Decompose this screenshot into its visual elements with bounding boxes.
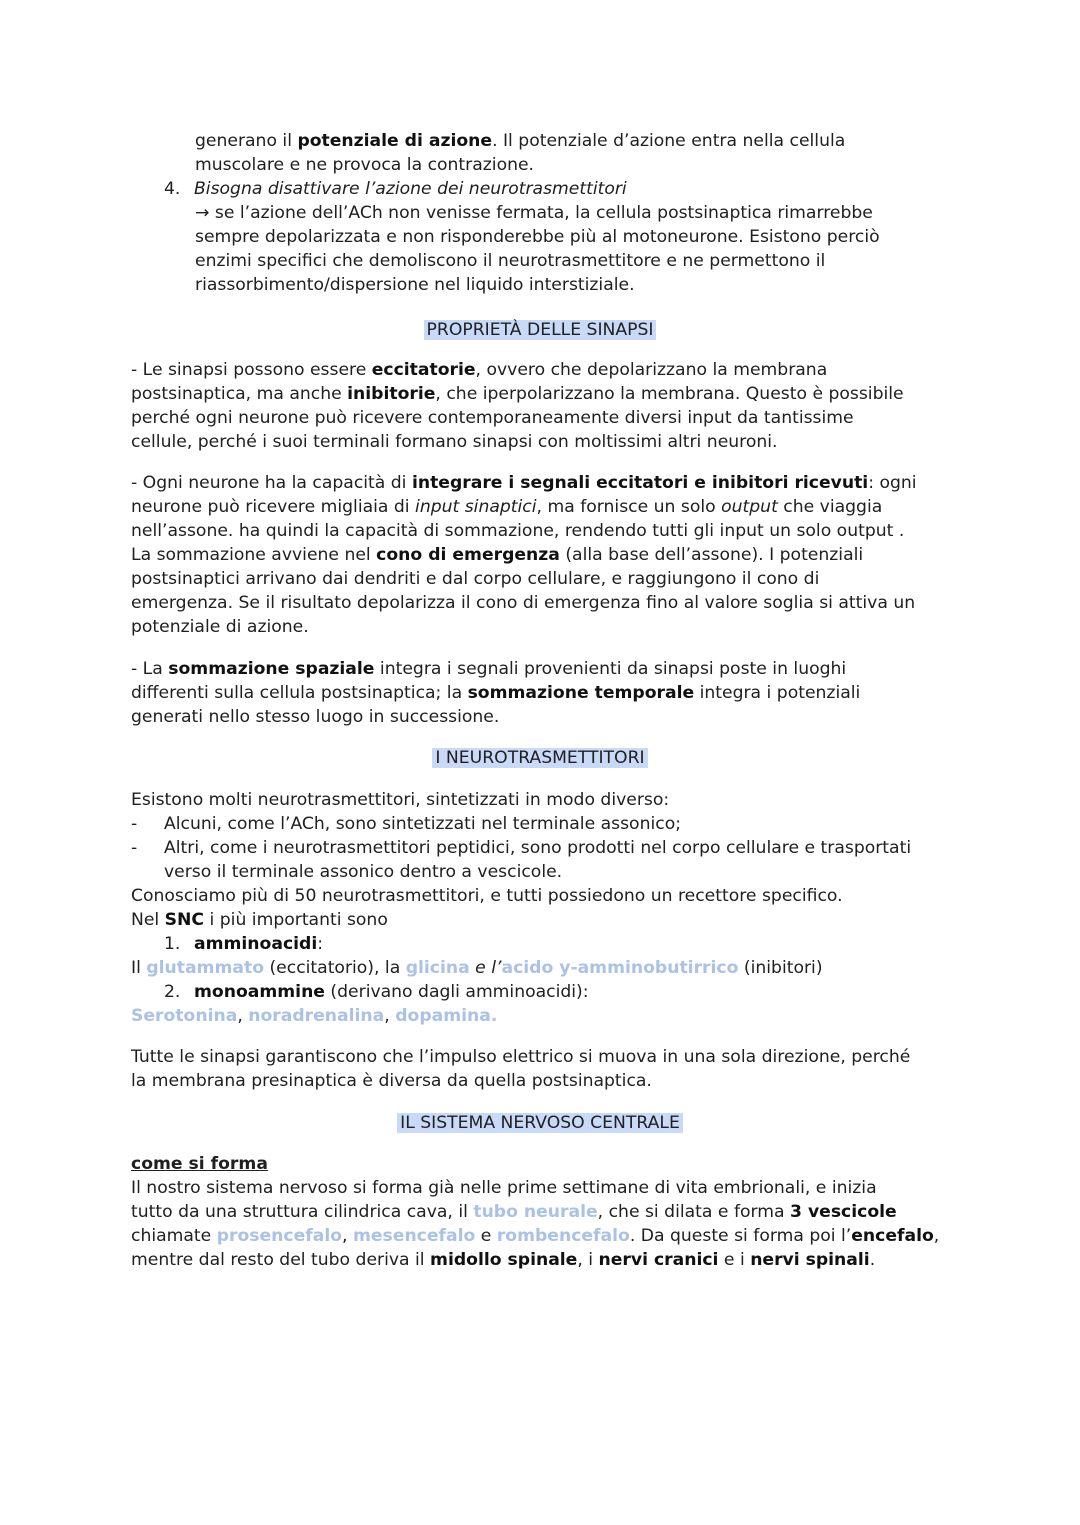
paragraph-neurotrasmettitori: Esistono molti neurotrasmettitori, sintetizzati in modo diverso: - Alcuni, come l’ACh, sono sintetizzati nel terminale assonico; - Altri, come i neurotrasmettitori peptidici, sono prodotti nel corpo cellulare e trasportati verso il terminale assonico dentro a vescicole. Conosciamo più di 50 neurotrasmettitori, e tutti possiedono un recettore specifico. Nel SNC i più importanti sono 1. amminoacidi: Il glutammato (eccitatorio), la glicina e l’acido y-amminobutirrico (inibitori) 2. monoammine (derivano dagli amminoacidi): Serotonina, noradrenalina, dopamina. [131, 788, 961, 1028]
section-heading-neurotrasmettitori: I NEUROTRASMETTITORI [0, 746, 1080, 770]
section-heading-snc: IL SISTEMA NERVOSO CENTRALE [0, 1111, 1080, 1135]
numbered-item: 2. monoammine (derivano dagli amminoacidi): [164, 982, 589, 1002]
numbered-item: 1. amminoacidi: [164, 934, 324, 954]
list-line: riassorbimento/dispersione nel liquido interstiziale. [195, 275, 635, 295]
paragraph-sommazione: - La sommazione spaziale integra i segnali provenienti da sinapsi poste in luoghi differenti sulla cellula postsinaptica; la sommazione temporale integra i potenziali generati nello stesso luogo in successione. [131, 659, 861, 727]
list-continuation [164, 129, 964, 297]
bullet-item: - Altri, come i neurotrasmettitori peptidici, sono prodotti nel corpo cellulare e trasportati [131, 838, 912, 858]
subsection-title: come si forma [131, 1154, 268, 1174]
list-item-4: 4. Bisogna disattivare l’azione dei neurotrasmettitori [164, 179, 627, 199]
paragraph-integrazione: - Ogni neurone ha la capacità di integrare i segnali eccitatori e inibitori ricevuti: ogni neurone può ricevere migliaia di input sinaptici, ma fornisce un solo output che viaggia nell’assone. ha quindi la capacità di sommazione, rendendo tutti gli input un solo output . La sommazione avviene nel cono di emergenza (alla base dell’assone). I potenziali postsinaptici arrivano dai dendriti e dal corpo cellulare, e raggiungono il cono di emergenza. Se il risultato depolarizza il cono di emergenza fino al valore soglia si attiva un potenziale di azione. [131, 473, 917, 637]
list-line: sempre depolarizzata e non risponderebbe più al motoneurone. Esistono perciò [195, 227, 880, 247]
list-line: generano il potenziale di azione. Il potenziale d’azione entra nella cellula [195, 131, 846, 151]
section-heading-proprieta: PROPRIETÀ DELLE SINAPSI [0, 318, 1080, 342]
bullet-item: - Alcuni, come l’ACh, sono sintetizzati nel terminale assonico; [131, 814, 682, 834]
list-line: enzimi specifici che demoliscono il neurotrasmettitore e ne permettono il [195, 251, 826, 271]
list-line: muscolare e ne provoca la contrazione. [195, 155, 535, 175]
paragraph-formazione: come si forma Il nostro sistema nervoso si forma già nelle prime settimane di vita embrionali, e inizia tutto da una struttura cilindrica cava, il tubo neurale, che si dilata e forma 3 vescicole chiamate prosencefalo, mesencefalo e rombencefalo. Da queste si forma poi l’encefalo, mentre dal resto del tubo deriva il midollo spinale, i nervi cranici e i nervi spinali. [131, 1152, 961, 1272]
paragraph-sinapsi-tipi: - Le sinapsi possono essere eccitatorie, ovvero che depolarizzano la membrana postsinaptica, ma anche inibitorie, che iperpolarizzano la membrana. Questo è possibile perché ogni neurone può ricevere contemporaneamente diversi input da tantissime cellule, perché i suoi terminali formano sinapsi con moltissimi altri neuroni. [131, 360, 904, 452]
paragraph-direzione: Tutte le sinapsi garantiscono che l’impulso elettrico si muova in una sola direzione, perché la membrana presinaptica è diversa da quella postsinaptica. [131, 1047, 911, 1091]
list-line: → se l’azione dell’ACh non venisse fermata, la cellula postsinaptica rimarrebbe [195, 203, 873, 223]
